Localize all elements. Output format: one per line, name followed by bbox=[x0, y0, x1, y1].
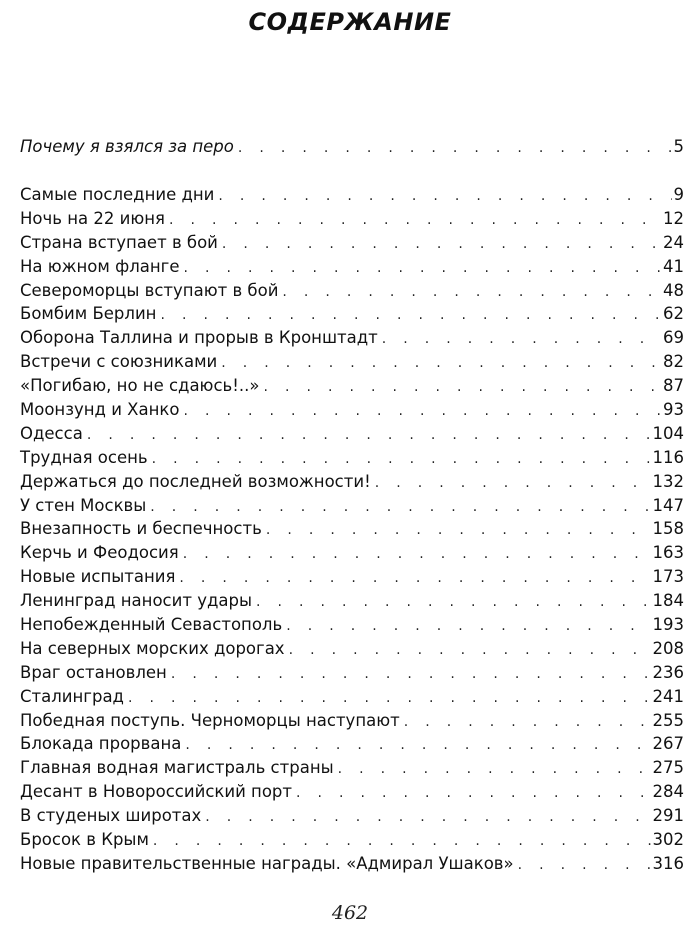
toc-entry bbox=[20, 637, 684, 661]
toc-entry-title: Блокада прорвана bbox=[20, 734, 182, 754]
toc-entry bbox=[20, 661, 684, 685]
toc-entry bbox=[20, 589, 684, 613]
toc-entry bbox=[20, 709, 684, 733]
toc-entry-title: Почему я взялся за перо bbox=[20, 137, 234, 156]
toc-entry-page: 208 bbox=[652, 638, 684, 658]
toc-entry bbox=[20, 541, 684, 565]
toc-entry-page: 236 bbox=[652, 662, 684, 682]
dot-leader bbox=[185, 734, 650, 758]
toc-entry-title: Ночь на 22 июня bbox=[20, 208, 165, 228]
dot-leader bbox=[282, 281, 661, 305]
dot-leader bbox=[221, 352, 661, 376]
dot-leader bbox=[183, 400, 661, 424]
toc-entry-title: Десант в Новороссийский порт bbox=[20, 782, 293, 802]
toc-entry-page: 93 bbox=[663, 400, 684, 420]
toc-entry-title: У стен Москвы bbox=[20, 495, 147, 515]
toc-entry-page: 104 bbox=[652, 423, 684, 443]
toc-entry bbox=[20, 685, 684, 709]
toc-entry-title: Новые испытания bbox=[20, 567, 176, 587]
toc-entry bbox=[20, 207, 684, 231]
toc-entry-title: Ленинград наносит удары bbox=[20, 591, 252, 611]
toc-entry-page: 147 bbox=[652, 495, 684, 515]
toc-entry-page: 163 bbox=[652, 543, 684, 563]
toc-entry bbox=[20, 255, 684, 279]
toc-entry-page: 184 bbox=[652, 591, 684, 611]
toc-entry bbox=[20, 135, 684, 159]
toc-entry bbox=[20, 804, 684, 828]
dot-leader bbox=[238, 137, 672, 161]
toc-entry-page: 132 bbox=[652, 471, 684, 491]
dot-leader bbox=[266, 519, 651, 543]
dot-leader bbox=[263, 376, 661, 400]
toc-entry-page: 302 bbox=[652, 830, 684, 850]
toc-entry bbox=[20, 302, 684, 326]
toc-entry bbox=[20, 231, 684, 255]
toc-entry-page: 158 bbox=[652, 519, 684, 539]
toc-entry bbox=[20, 494, 684, 518]
toc-entry bbox=[20, 374, 684, 398]
toc-entry bbox=[20, 732, 684, 756]
toc-entry bbox=[20, 828, 684, 852]
toc-entry-page: 62 bbox=[663, 304, 684, 324]
toc-entry-page: 5 bbox=[673, 137, 684, 156]
toc-entry-page: 241 bbox=[652, 686, 684, 706]
toc-entry bbox=[20, 446, 684, 470]
dot-leader bbox=[404, 711, 651, 735]
toc-entry-page: 267 bbox=[652, 734, 684, 754]
toc-entry-page: 41 bbox=[663, 256, 684, 276]
dot-leader bbox=[518, 854, 651, 878]
toc-entry-title: Главная водная магистраль страны bbox=[20, 758, 334, 778]
toc-entry-title: Самые последние дни bbox=[20, 185, 215, 204]
toc-entry-page: 69 bbox=[663, 328, 684, 348]
toc-entry-title: Страна вступает в бой bbox=[20, 232, 218, 252]
dot-leader bbox=[286, 615, 650, 639]
dot-leader bbox=[183, 257, 661, 281]
toc-entry-title: На южном фланге bbox=[20, 256, 180, 276]
toc-entry bbox=[20, 852, 684, 876]
toc-entry bbox=[20, 780, 684, 804]
toc-entry-title: Трудная осень bbox=[20, 447, 148, 467]
toc-entry-page: 82 bbox=[663, 352, 684, 372]
toc-entry-page: 116 bbox=[652, 447, 684, 467]
page-title: СОДЕРЖАНИЕ bbox=[248, 8, 452, 36]
toc-entry bbox=[20, 613, 684, 637]
toc-entry bbox=[20, 350, 684, 374]
dot-leader bbox=[338, 758, 651, 782]
toc-entry-page: 193 bbox=[652, 615, 684, 635]
dot-leader bbox=[256, 591, 651, 615]
toc-entry-page: 173 bbox=[652, 567, 684, 587]
dot-leader bbox=[150, 496, 650, 520]
toc-entry-title: Непобежденный Севастополь bbox=[20, 615, 283, 635]
toc-entry bbox=[20, 183, 684, 207]
toc-entry bbox=[20, 565, 684, 589]
toc-entry-title: Бомбим Берлин bbox=[20, 304, 157, 324]
toc-entry-title: Держаться до последней возможности! bbox=[20, 471, 371, 491]
toc-entry bbox=[20, 470, 684, 494]
toc-chapter-list bbox=[20, 183, 684, 876]
dot-leader bbox=[382, 328, 661, 352]
toc-entry-title: Встречи с союзниками bbox=[20, 352, 218, 372]
dot-leader bbox=[87, 424, 651, 448]
toc-entry-page: 284 bbox=[652, 782, 684, 802]
toc-entry-title: Североморцы вступают в бой bbox=[20, 280, 279, 300]
toc-entry bbox=[20, 517, 684, 541]
dot-leader bbox=[296, 782, 650, 806]
toc-entry-page: 255 bbox=[652, 710, 684, 730]
toc-entry-page: 24 bbox=[663, 232, 684, 252]
toc-entry-title: Бросок в Крым bbox=[20, 830, 149, 850]
toc-entry-title: Керчь и Феодосия bbox=[20, 543, 179, 563]
toc-entry-title: Новые правительственные награды. «Адмирал Ушаков» bbox=[20, 853, 514, 873]
toc-entry bbox=[20, 398, 684, 422]
toc-entry-title: Сталинград bbox=[20, 686, 124, 706]
dot-leader bbox=[169, 209, 661, 233]
toc-entry-title: Одесса bbox=[20, 423, 83, 443]
toc-entry-title: «Погибаю, но не сдаюсь!..» bbox=[20, 376, 260, 396]
toc-entry-page: 316 bbox=[652, 853, 684, 873]
dot-leader bbox=[171, 663, 651, 687]
toc-entry-title: Внезапность и беспечность bbox=[20, 519, 262, 539]
dot-leader bbox=[205, 806, 650, 830]
page-number: 462 bbox=[331, 902, 369, 924]
dot-leader bbox=[218, 185, 671, 209]
toc-preface-list bbox=[20, 135, 684, 159]
dot-leader bbox=[375, 472, 651, 496]
dot-leader bbox=[289, 639, 651, 663]
toc-entry bbox=[20, 279, 684, 303]
toc-entry bbox=[20, 756, 684, 780]
dot-leader bbox=[152, 448, 651, 472]
toc-entry bbox=[20, 422, 684, 446]
toc-entry-page: 9 bbox=[673, 185, 684, 204]
dot-leader bbox=[153, 830, 651, 854]
toc-entry-page: 291 bbox=[652, 806, 684, 826]
dot-leader bbox=[222, 233, 661, 257]
toc-entry-title: На северных морских дорогах bbox=[20, 638, 285, 658]
dot-leader bbox=[160, 304, 661, 328]
dot-leader bbox=[183, 543, 651, 567]
dot-leader bbox=[179, 567, 650, 591]
toc-entry-page: 87 bbox=[663, 376, 684, 396]
toc-entry-title: Моонзунд и Ханко bbox=[20, 400, 180, 420]
toc-entry bbox=[20, 326, 684, 350]
toc-entry-title: Победная поступь. Черноморцы наступают bbox=[20, 710, 400, 730]
dot-leader bbox=[128, 687, 651, 711]
toc-entry-title: Оборона Таллина и прорыв в Кронштадт bbox=[20, 328, 378, 348]
toc-entry-title: В студеных широтах bbox=[20, 806, 202, 826]
toc-entry-page: 48 bbox=[663, 280, 684, 300]
toc-entry-page: 12 bbox=[663, 208, 684, 228]
toc-entry-title: Враг остановлен bbox=[20, 662, 167, 682]
toc-entry-page: 275 bbox=[652, 758, 684, 778]
